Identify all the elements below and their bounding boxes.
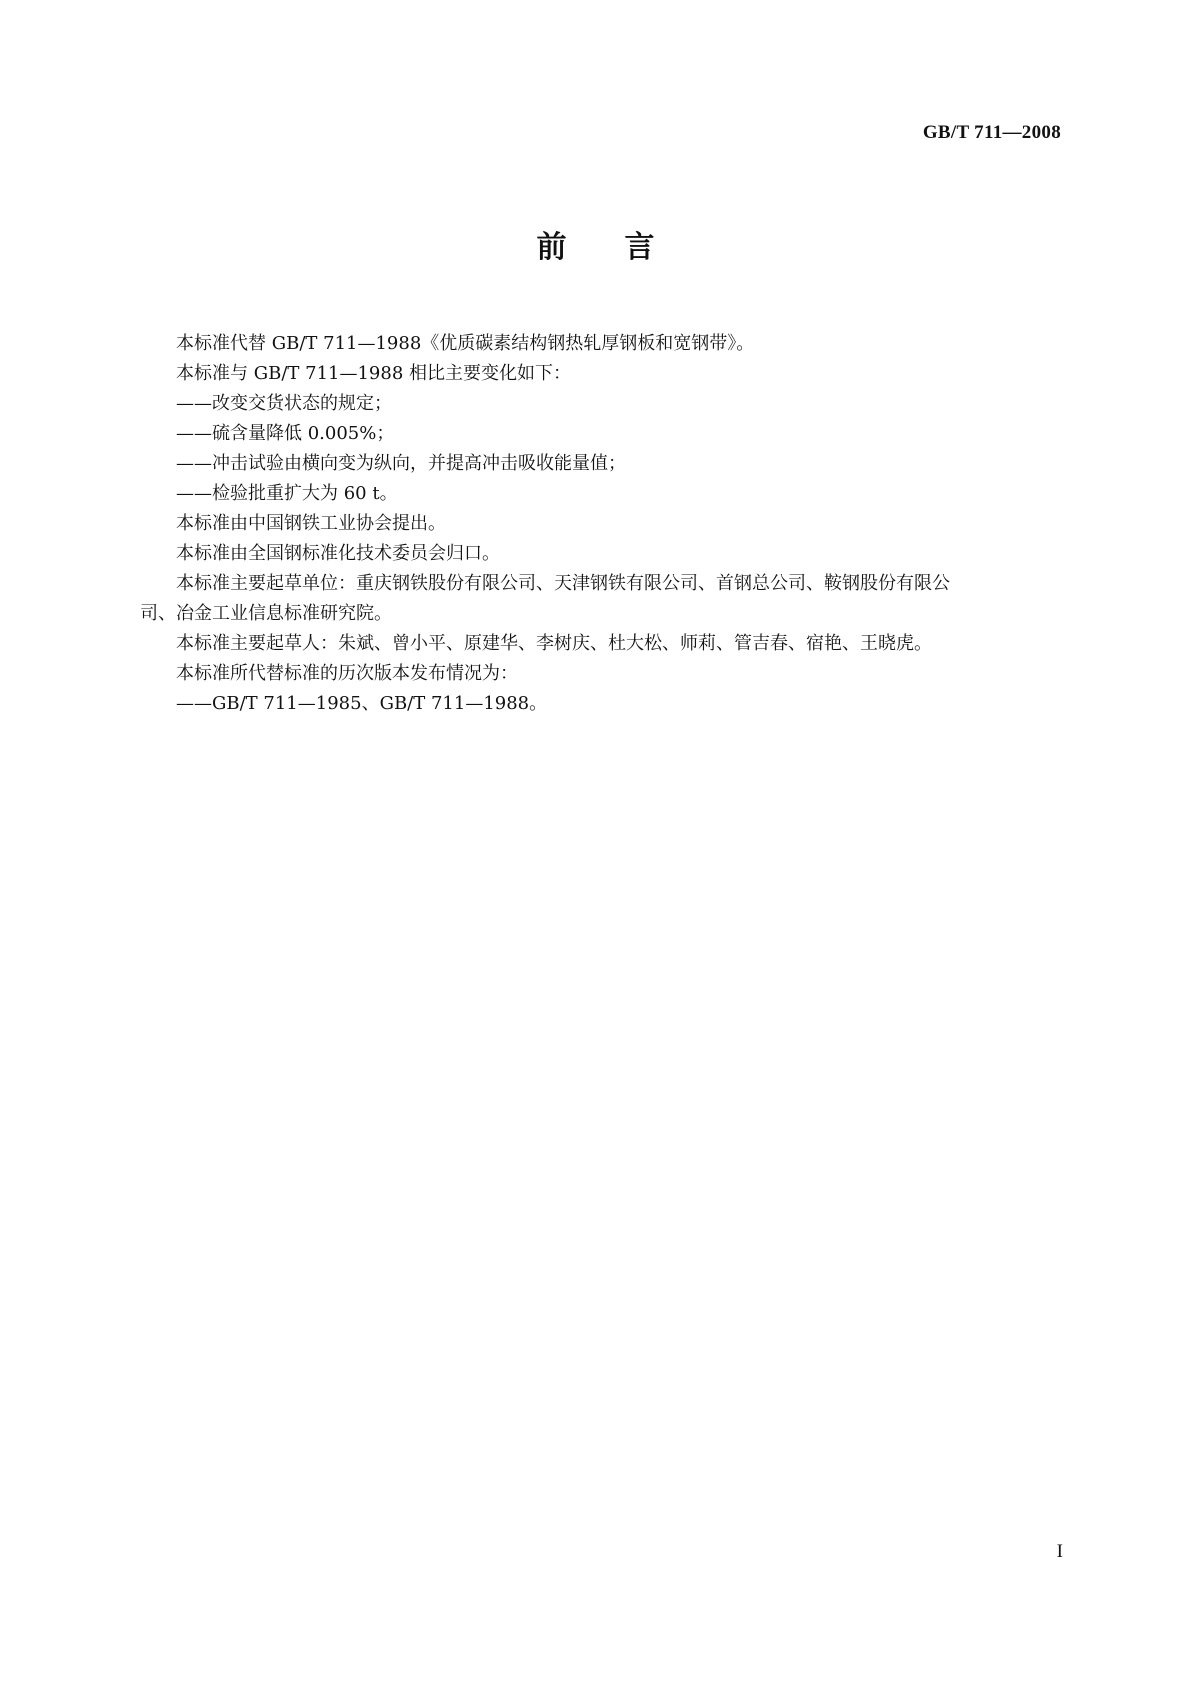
list-item-batch-weight: ——检验批重扩大为 60 t。 <box>176 483 398 504</box>
page-number: I <box>1056 1541 1063 1562</box>
paragraph-centralized-by: 本标准由全国钢标准化技术委员会归口。 <box>176 543 500 564</box>
paragraph-changes-intro: 本标准与 GB/T 711—1988 相比主要变化如下： <box>176 363 572 384</box>
standard-number: GB/T 711—2008 <box>922 122 1061 143</box>
list-item-sulfur: ——硫含量降低 0.005%； <box>176 423 395 444</box>
list-item-impact-test: ——冲击试验由横向变为纵向，并提高冲击吸收能量值； <box>176 453 626 474</box>
paragraph-proposed-by: 本标准由中国钢铁工业协会提出。 <box>176 513 446 534</box>
paragraph-drafters: 本标准主要起草人：朱斌、曾小平、原建华、李树庆、杜大松、师莉、管吉春、宿艳、王晓虎。 <box>176 633 932 654</box>
drafting-units-line-2: 司、冶金工业信息标准研究院。 <box>140 603 392 624</box>
foreword-body <box>140 329 1064 719</box>
page-title: 前言 <box>536 230 713 265</box>
paragraph-drafting-units <box>140 569 1064 629</box>
paragraph-replaces: 本标准代替 GB/T 711—1988《优质碳素结构钢热轧厚钢板和宽钢带》。 <box>176 333 755 354</box>
list-item-previous-versions: ——GB/T 711—1985、GB/T 711—1988。 <box>176 693 548 714</box>
drafting-units-line-1: 本标准主要起草单位：重庆钢铁股份有限公司、天津钢铁有限公司、首钢总公司、鞍钢股份有限公 <box>176 573 950 594</box>
paragraph-previous-versions: 本标准所代替标准的历次版本发布情况为： <box>176 663 518 684</box>
list-item-delivery-state: ——改变交货状态的规定； <box>176 393 392 414</box>
